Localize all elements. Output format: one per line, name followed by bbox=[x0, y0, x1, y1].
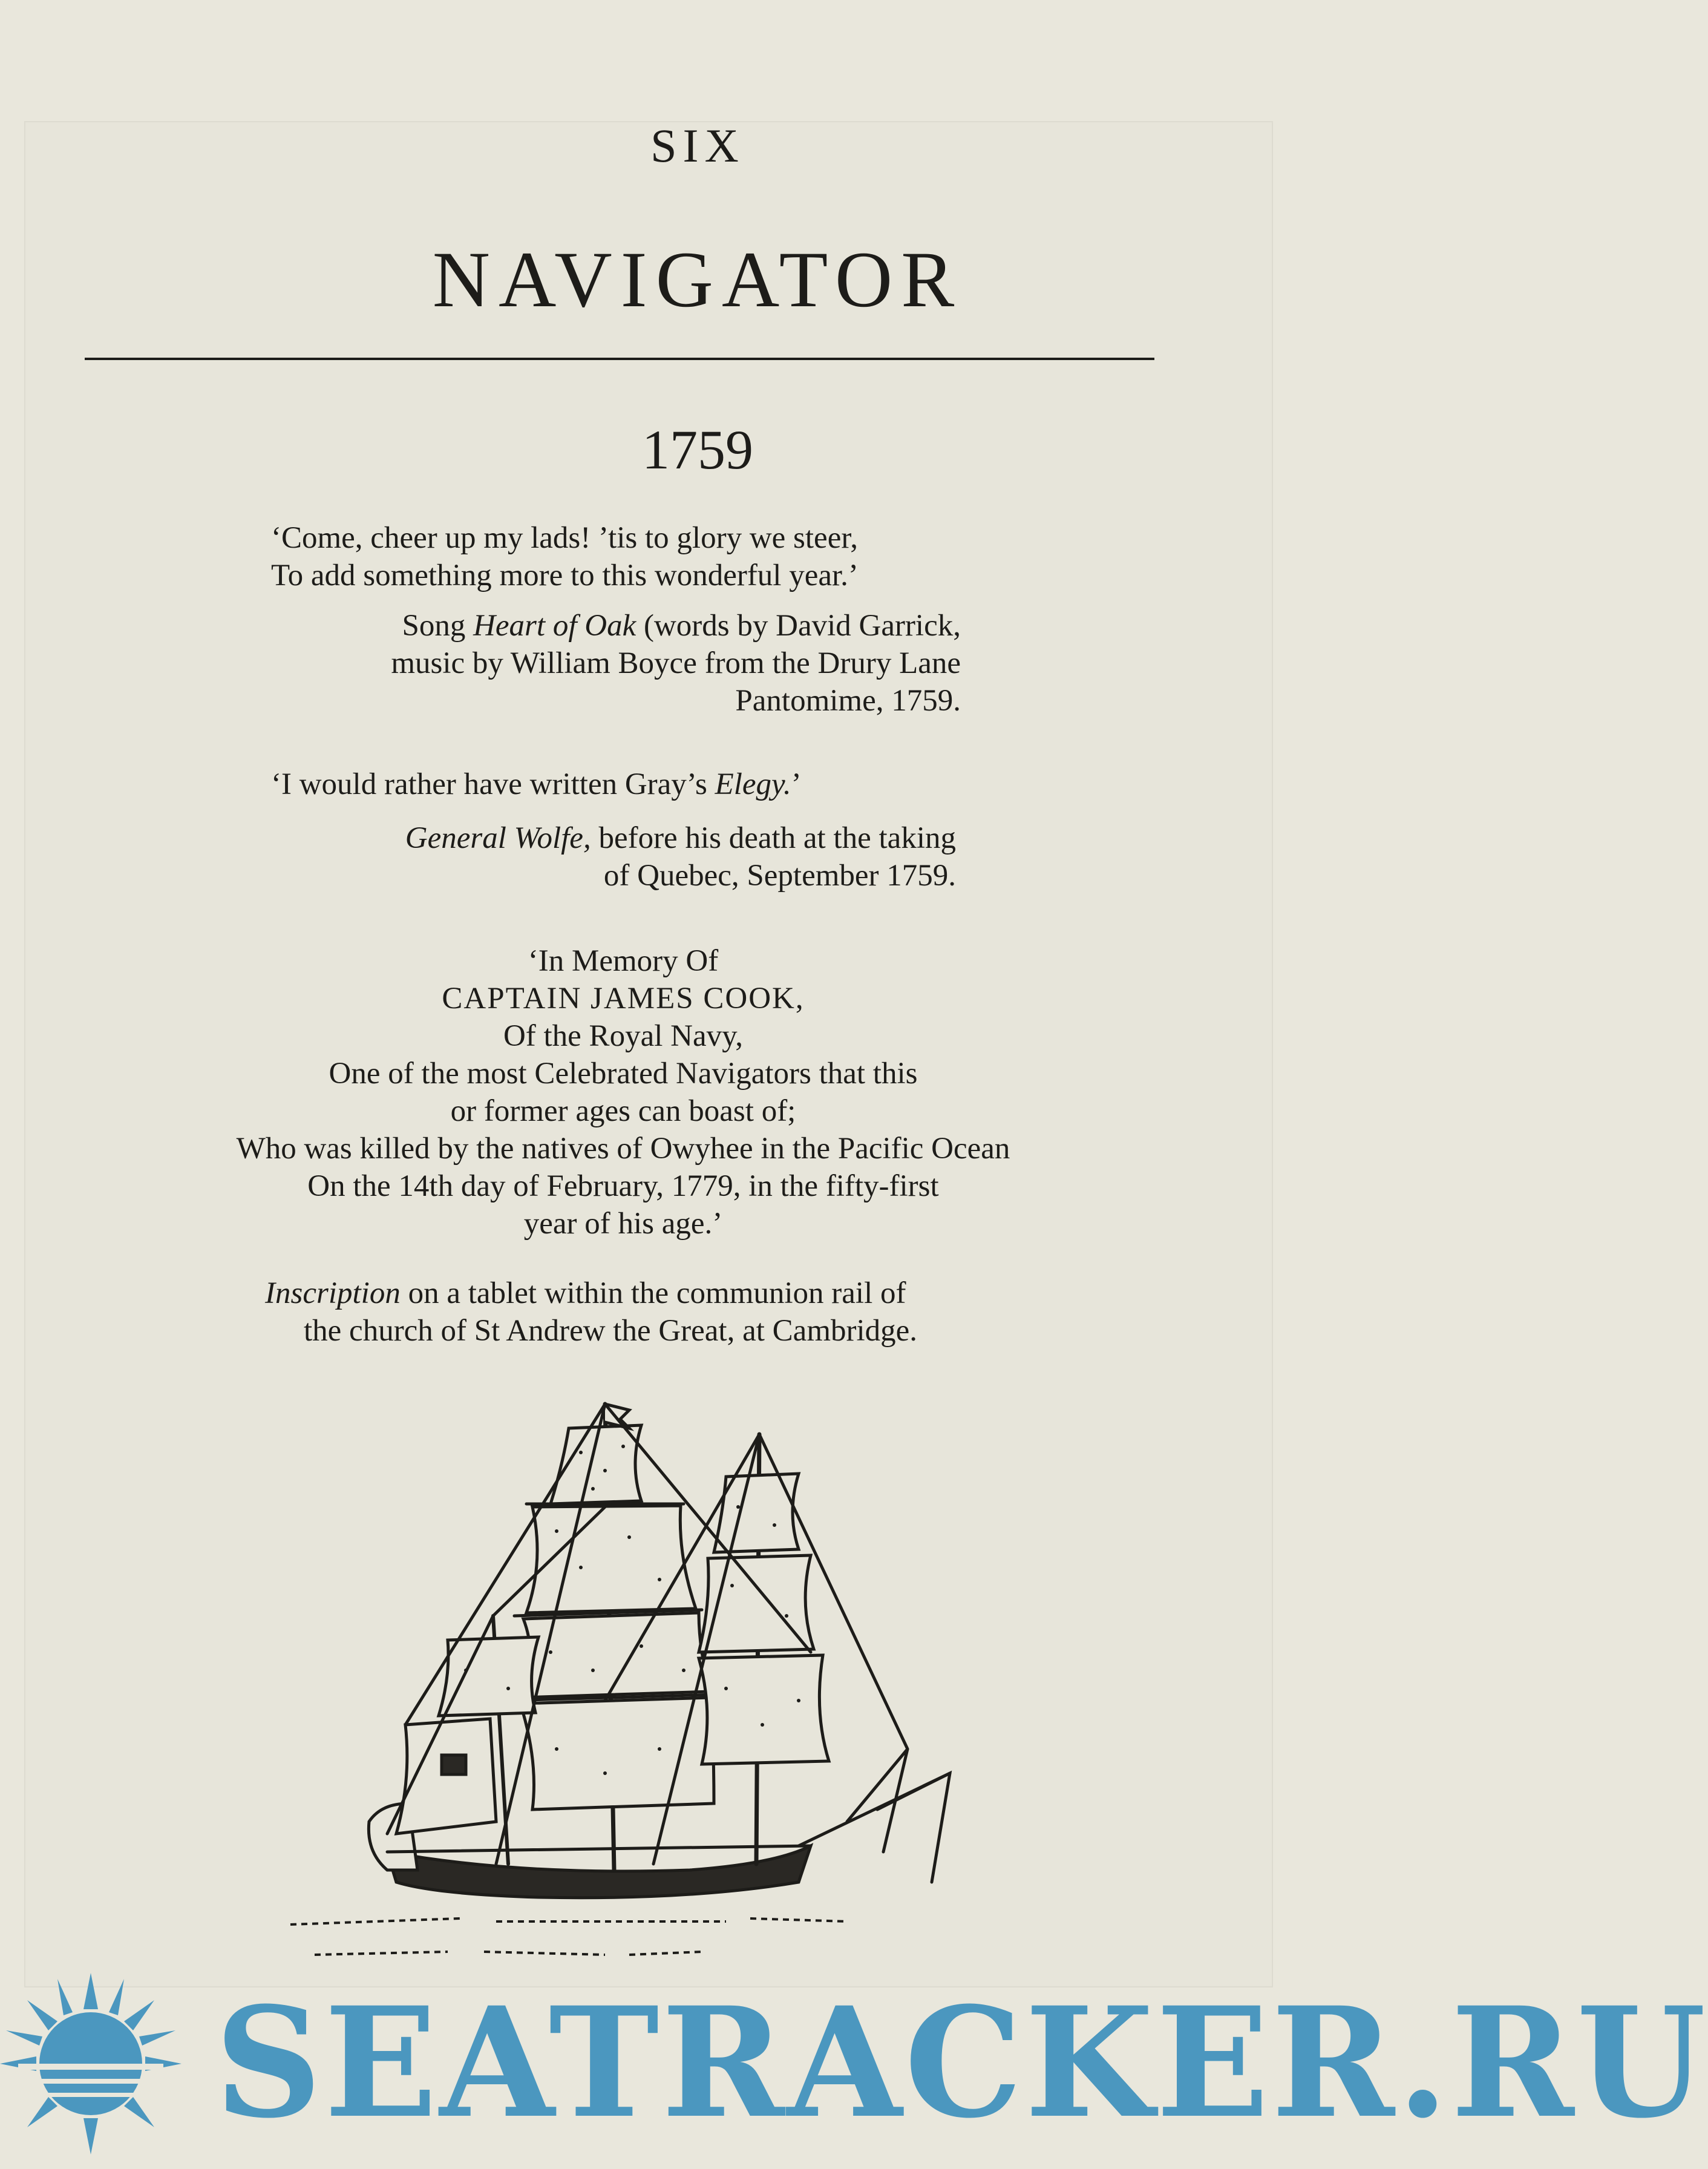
epitaph-line: or former ages can boast of; bbox=[450, 1094, 796, 1128]
quote-line: To add something more to this wonderful year.’ bbox=[271, 559, 859, 592]
attribution-line: music by William Boyce from the Drury Lane bbox=[391, 646, 961, 680]
chapter-number: SIX bbox=[650, 119, 745, 172]
attribution-line: Song Heart of Oak (words by David Garrick, bbox=[402, 609, 961, 643]
epitaph-line: Of the Royal Navy, bbox=[503, 1019, 744, 1053]
epitaph-line: One of the most Celebrated Navigators that this bbox=[329, 1057, 918, 1091]
chapter-title: NAVIGATOR bbox=[432, 235, 963, 324]
year-heading: 1759 bbox=[642, 419, 753, 481]
watermark-text: SEATRACKER.RU bbox=[215, 1974, 1708, 2151]
attribution-heart-of-oak bbox=[290, 607, 961, 720]
epitaph-line: year of his age.’ bbox=[523, 1207, 723, 1241]
poem-title: Elegy. bbox=[715, 767, 791, 801]
sun-icon bbox=[0, 1973, 182, 2154]
inscription-note bbox=[265, 1275, 1052, 1350]
quote-heart-of-oak bbox=[271, 519, 1058, 594]
cook-epitaph bbox=[0, 942, 1246, 1242]
song-title: Heart of Oak bbox=[473, 609, 636, 643]
sailing-ship-icon bbox=[266, 1386, 980, 1979]
inscription-line: Inscription on a tablet within the communion rail of bbox=[265, 1276, 906, 1310]
epitaph-line: Who was killed by the natives of Owyhee in the Pacific Ocean bbox=[236, 1132, 1010, 1166]
attribution-line: Pantomime, 1759. bbox=[735, 684, 961, 718]
attribution-wolfe bbox=[327, 819, 956, 894]
epitaph-line: CAPTAIN JAMES COOK, bbox=[442, 982, 805, 1016]
quote-line: ‘Come, cheer up my lads! ’tis to glory we steer, bbox=[271, 521, 859, 555]
epitaph-line: ‘In Memory Of bbox=[528, 944, 719, 978]
title-rule bbox=[85, 358, 1154, 360]
speaker-name: General Wolfe, bbox=[405, 821, 591, 855]
quote-wolfe: ‘I would rather have written Gray’s Elegy.’ bbox=[271, 767, 802, 801]
attribution-line: of Quebec, September 1759. bbox=[603, 859, 956, 893]
inscription-label: Inscription bbox=[265, 1276, 401, 1310]
epitaph-line: On the 14th day of February, 1779, in the fifty-first bbox=[307, 1169, 939, 1203]
attribution-line: General Wolfe, before his death at the taking bbox=[405, 821, 956, 855]
inscription-line: the church of St Andrew the Great, at Cambridge. bbox=[304, 1314, 918, 1348]
